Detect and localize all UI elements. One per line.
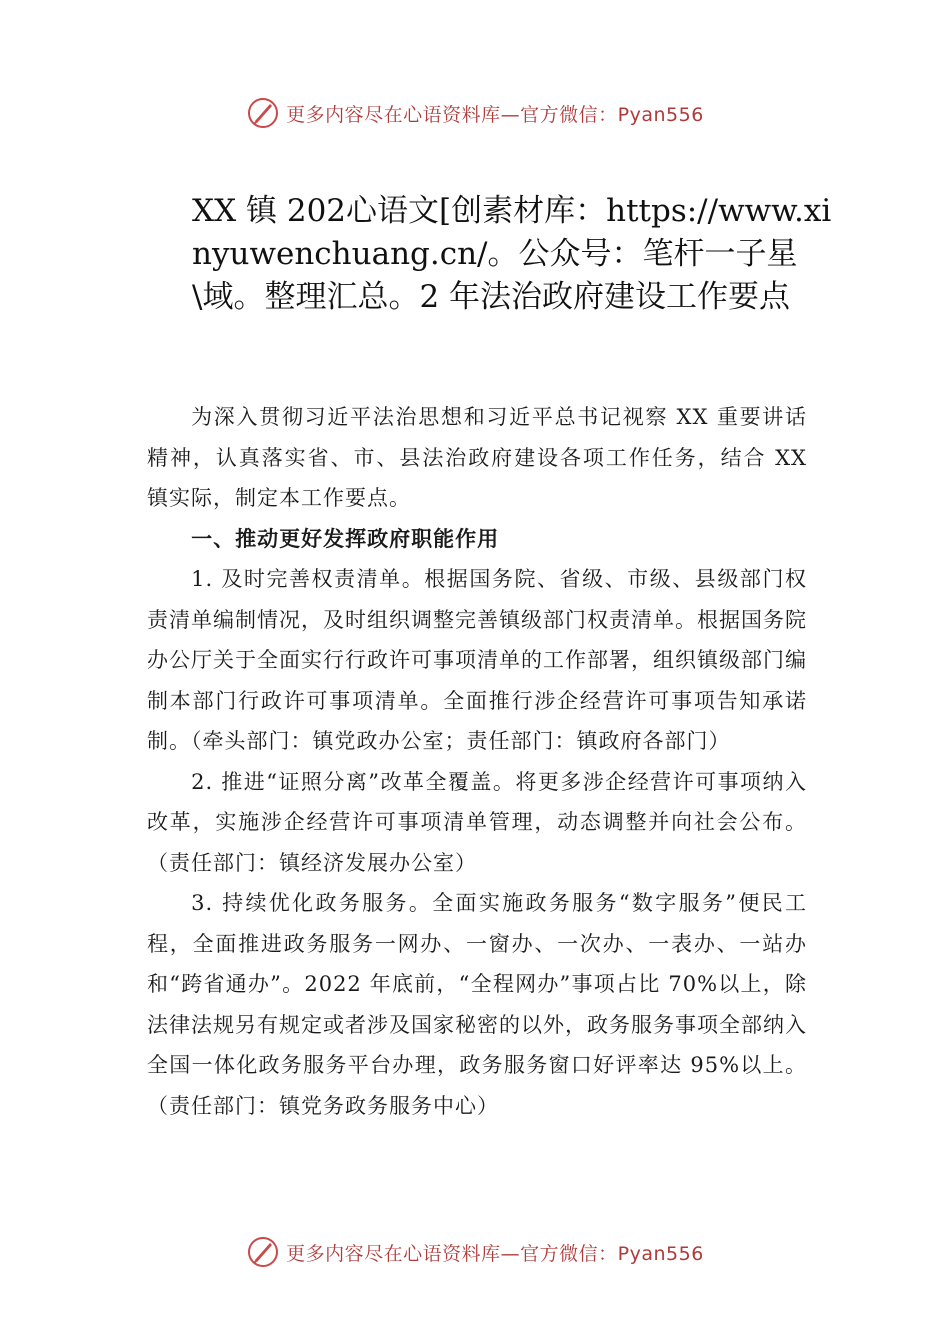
footer-watermark-banner [0, 1232, 950, 1272]
list-item: 3. 持续优化政务服务。全面实施政务服务“数字服务”便民工程，全面推进政务服务一网办、一窗办、一次办、一表办、一站办和“跨省通办”。2022 年底前，“全程网办”事项占比 70%以上，除法律法规另有规定或者涉及国家秘密的以外，政务服务事项全部纳入全国一体化政务服务平台办理，政务服务窗口好评率达 95%以上。（责任部门：镇党务政务服务中心） [147, 891, 807, 1118]
intro-paragraph: 为深入贯彻习近平法治思想和习近平总书记视察 XX 重要讲话精神，认真落实省、市、县法治政府建设各项工作任务，结合 XX 镇实际，制定本工作要点。 [147, 405, 807, 510]
banner-text: 更多内容尽在心语资料库—官方微信：Pyan556 [286, 103, 704, 126]
banner-text: 更多内容尽在心语资料库—官方微信：Pyan556 [286, 1242, 704, 1265]
header-watermark-banner [0, 93, 950, 133]
quill-logo-icon [246, 96, 280, 130]
wechat-id: Pyan556 [617, 103, 704, 126]
list-item: 2. 推进“证照分离”改革全覆盖。将更多涉企经营许可事项纳入改革，实施涉企经营许可事项清单管理，动态调整并向社会公布。（责任部门：镇经济发展办公室） [147, 769, 807, 875]
document-body [147, 397, 807, 1126]
section-heading: 一、推动更好发挥政府职能作用 [191, 526, 500, 551]
list-item: 1. 及时完善权责清单。根据国务院、省级、市级、县级部门权责清单编制情况，及时组织调整完善镇级部门权责清单。根据国务院办公厅关于全面实行行政许可事项清单的工作部署，组织镇级部门编制本部门行政许可事项清单。全面推行涉企经营许可事项告知承诺制。（牵头部门：镇党政办公室；责任部门：镇政府各部门） [147, 567, 807, 753]
quill-logo-icon [246, 1235, 280, 1269]
document-title: XX 镇 202心语文[创素材库：https://www.xinyuwenchuang.cn/。公众号：笔杆一子星\域。整理汇总。2 年法治政府建设工作要点 [192, 193, 832, 315]
wechat-id: Pyan556 [617, 1242, 704, 1265]
